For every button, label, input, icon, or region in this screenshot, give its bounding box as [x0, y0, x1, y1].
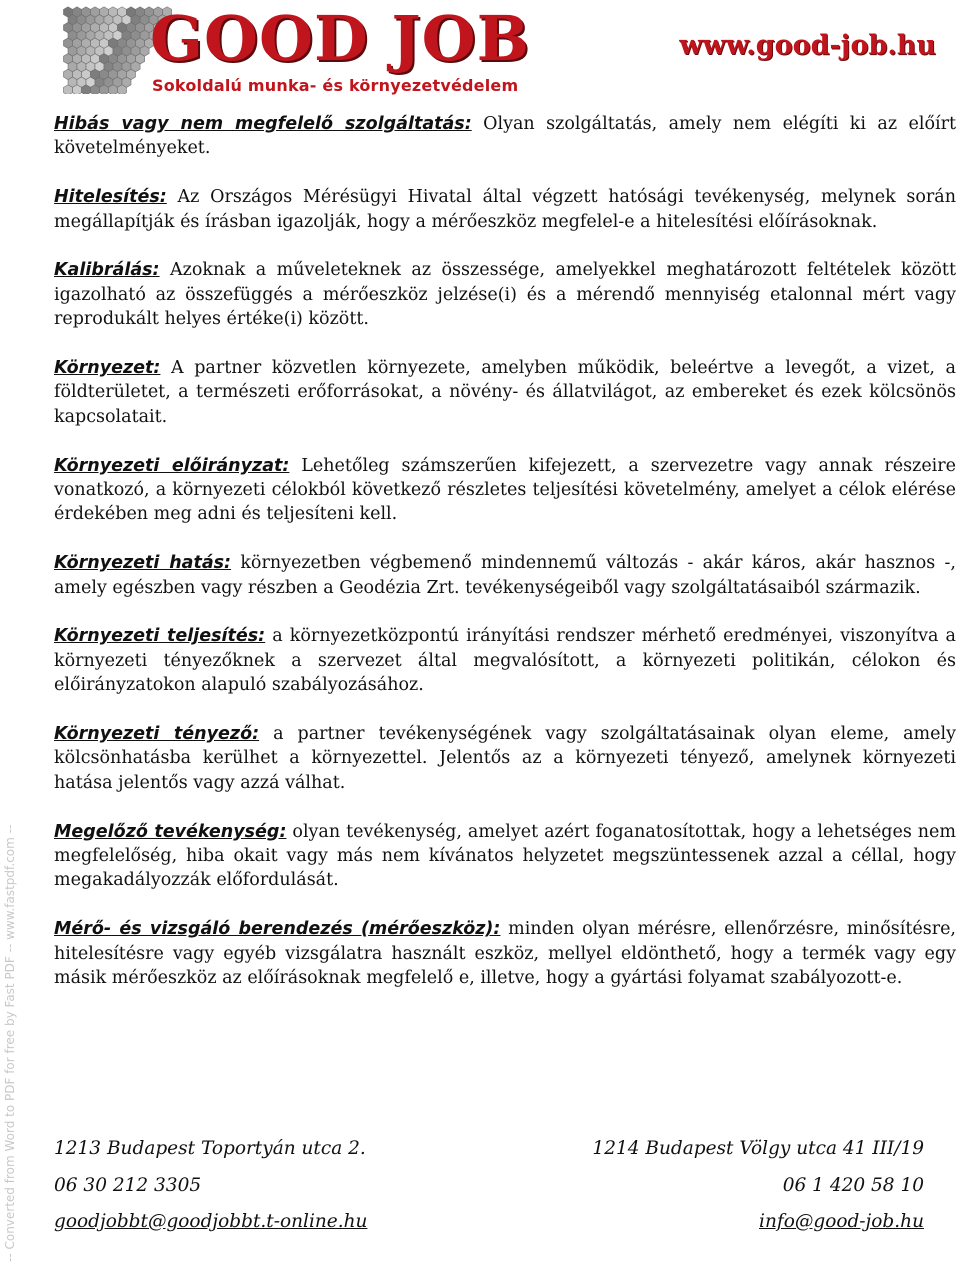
- site-url-link[interactable]: www.good-job.hu: [679, 30, 936, 61]
- definition-text: A partner közvetlen környezete, amelyben működik, beleértve a levegőt, a vizet, a földterületet, a természeti erőforrásokat, a növény- és állatvilágot, az embereket és ezek kölcsönös kapcsolatait.: [54, 358, 956, 427]
- logo-subtitle: Sokoldalú munka- és környezetvédelem: [152, 76, 519, 95]
- left-phone: 06 30 212 3305: [54, 1174, 202, 1196]
- page-header: [0, 0, 960, 110]
- logo-title: GOOD JOB: [150, 2, 531, 75]
- converter-watermark: -- Converted from Word to PDF for free by Fast PDF -- www.fastpdf.com --: [3, 824, 17, 1262]
- definition-term: Mérő- és vizsgáló berendezés (mérőeszköz):: [54, 919, 501, 940]
- definition-entry: [54, 551, 956, 600]
- definition-text: a környezetközpontú irányítási rendszer mérhető eredményei, viszonyítva a környezeti tényezőknek a szervezet által megvalósított, a környezeti politikán, célokon és előirányzatokon alapuló szabályozásához.: [54, 626, 956, 696]
- definition-term: Hibás vagy nem megfelelő szolgáltatás:: [54, 114, 472, 134]
- definitions-list: [54, 112, 956, 1015]
- definition-term: Környezeti előirányzat:: [54, 455, 290, 476]
- footer-email-row: [54, 1211, 924, 1248]
- definition-term: Környezeti tényező:: [54, 724, 260, 745]
- definition-text: olyan tevékenység, amelyet azért foganatosítottak, hogy a lehetséges nem megfelelőség, hiba okait vagy más nem kívánatos helyzetet megszüntessenek azzal a céllal, hogy megakadályozzák előfordulását.: [54, 821, 957, 891]
- definition-text: a partner tevékenységének vagy szolgáltatásainak olyan eleme, amely kölcsönhatásba kerülhet a környezettel. Jelentős az a környezeti tényező, amelynek környezeti hatása jelentős vagy azzá válhat.: [54, 724, 956, 793]
- definition-entry: [54, 820, 956, 893]
- left-address: 1213 Budapest Toportyán utca 2.: [54, 1138, 366, 1159]
- definition-entry: [54, 185, 956, 234]
- definition-entry: [54, 258, 956, 331]
- definition-term: Környezet:: [54, 358, 161, 379]
- definition-entry: [54, 624, 956, 697]
- footer-address-row: [54, 1138, 924, 1175]
- right-phone: 06 1 420 58 10: [782, 1174, 924, 1196]
- definition-entry: [54, 722, 956, 795]
- definition-term: Kalibrálás:: [54, 260, 160, 281]
- definition-text: Az Országos Mérésügyi Hivatal által végzett hatósági tevékenység, melynek során megállapítják és írásban igazolják, hogy a mérőeszköz megfelel-e a hitelesítési előírásoknak.: [54, 187, 956, 232]
- definition-text: Lehetőleg számszerűen kifejezett, a szervezetre vagy annak részeire vonatkozó, a környezeti célokból következő részletes teljesítési követelmény, amelyet a célok elérése érdekében meg adni és teljesíteni kell.: [54, 455, 956, 525]
- definition-text: Olyan szolgáltatás, amely nem elégíti ki az előírt követelményeket.: [54, 114, 956, 159]
- footer-phone-row: [54, 1175, 924, 1212]
- definition-term: Környezeti hatás:: [54, 553, 232, 574]
- definition-entry: [54, 356, 956, 429]
- definition-term: Hitelesítés:: [54, 187, 167, 208]
- definition-term: Környezeti teljesítés:: [54, 626, 266, 647]
- right-email-link[interactable]: info@good-job.hu: [759, 1211, 924, 1232]
- page-footer: [54, 1138, 924, 1248]
- right-address: 1214 Budapest Völgy utca 41 III/19: [592, 1138, 924, 1159]
- definition-entry: [54, 917, 956, 990]
- definition-text: Azoknak a műveleteknek az összessége, amelyekkel meghatározott feltételek között igazolható az összefüggés a mérőeszköz jelzése(i) és a mérendő mennyiség etalonnal mért vagy reprodukált helyes értéke(i) között.: [54, 260, 956, 330]
- definition-text: környezetben végbemenő mindennemű változás - akár káros, akár hasznos -, amely egészben vagy részben a Geodézia Zrt. tevékenységeiből vagy szolgáltatásaiból származik.: [54, 553, 956, 598]
- definition-term: Megelőző tevékenység:: [54, 821, 287, 842]
- definition-entry: [54, 454, 956, 527]
- left-email-link[interactable]: goodjobbt@goodjobbt.t-online.hu: [54, 1211, 368, 1232]
- definition-entry: [54, 112, 956, 161]
- definition-text: minden olyan mérésre, ellenőrzésre, minősítésre, hitelesítésre vagy egyéb vizsgálatra használt eszköz, mellyel eldönthető, hogy a termék vagy egy másik mérőeszköz az előírásoknak megfelelő e, illetve, hogy a gyártási folyamat szabályozott-e.: [54, 919, 956, 989]
